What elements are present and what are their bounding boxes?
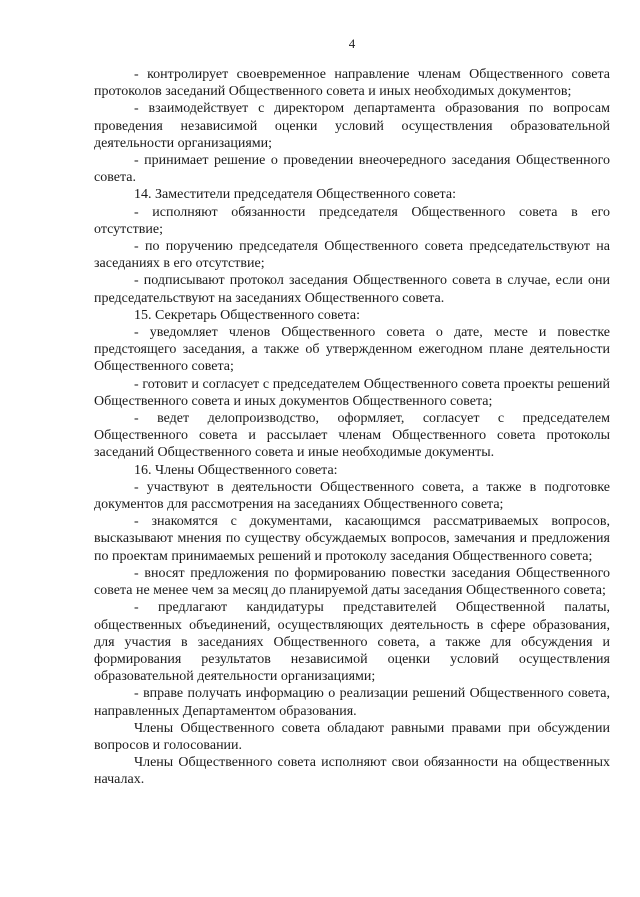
paragraph: - участвуют в деятельности Общественного совета, а также в подготовке документов для рассмотрения на заседаниях Общественного совета; [94,479,610,513]
paragraph: Члены Общественного совета обладают равными правами при обсуждении вопросов и голосовании. [94,720,610,753]
paragraph: Члены Общественного совета исполняют свои обязанности на общественных началах. [94,755,610,788]
paragraph: - ведет делопроизводство, оформляет, согласует с председателем Общественного совета и рассылает членам Общественного совета протоколы заседаний Общественного совета и иные необходимые документы. [94,411,610,461]
section-heading: 15. Секретарь Общественного совета: [134,307,361,323]
paragraph: - вправе получать информацию о реализации решений Общественного совета, направленных Департаментом образования. [94,686,610,719]
paragraph: - знакомятся с документами, касающимся рассматриваемых вопросов, высказывают мнения по существу обсуждаемых вопросов, замечания и предложения по проектам принимаемых решений и протоколу заседания Общественного совета; [94,514,610,564]
paragraph: - подписывают протокол заседания Общественного совета в случае, если они председательствуют на заседаниях Общественного совета. [94,273,610,306]
section-heading: 14. Заместители председателя Общественного совета: [134,187,456,203]
section-heading: 16. Члены Общественного совета: [134,462,338,478]
paragraph: - уведомляет членов Общественного совета о дате, месте и повестке предстоящего заседания, а также об утвержденном ежегодном плане деятельности Общественного совета; [94,325,610,375]
paragraph: - готовит и согласует с председателем Общественного совета проекты решений Общественного совета и иных документов Общественного совета; [94,376,610,409]
page-number: 4 [348,36,356,51]
paragraph: - взаимодействует с директором департамента образования по вопросам проведения независимой оценки условий осуществления образовательной деятельности организациями; [94,101,610,151]
paragraph: - предлагают кандидатуры представителей Общественной палаты, общественных объединений, осуществляющих деятельность в сфере образования, для участия в заседаниях Общественного совета, а также для обсуждения и формирования результатов независимой оценки условий осуществления образовательной деятельности организациями; [94,600,610,685]
paragraph: - контролирует своевременное направление членам Общественного совета протоколов заседаний Общественного совета и иных необходимых документов; [94,67,610,100]
paragraph: - по поручению председателя Общественного совета председательствуют на заседаниях в его отсутствие; [94,239,610,272]
paragraph: - исполняют обязанности председателя Общественного совета в его отсутствие; [94,204,610,237]
paragraph: - вносят предложения по формированию повестки заседания Общественного совета не менее чем за месяц до планируемой даты заседания Общественного совета; [94,565,610,599]
document-body [94,66,610,789]
paragraph: - принимает решение о проведении внеочередного заседания Общественного совета. [94,153,610,186]
